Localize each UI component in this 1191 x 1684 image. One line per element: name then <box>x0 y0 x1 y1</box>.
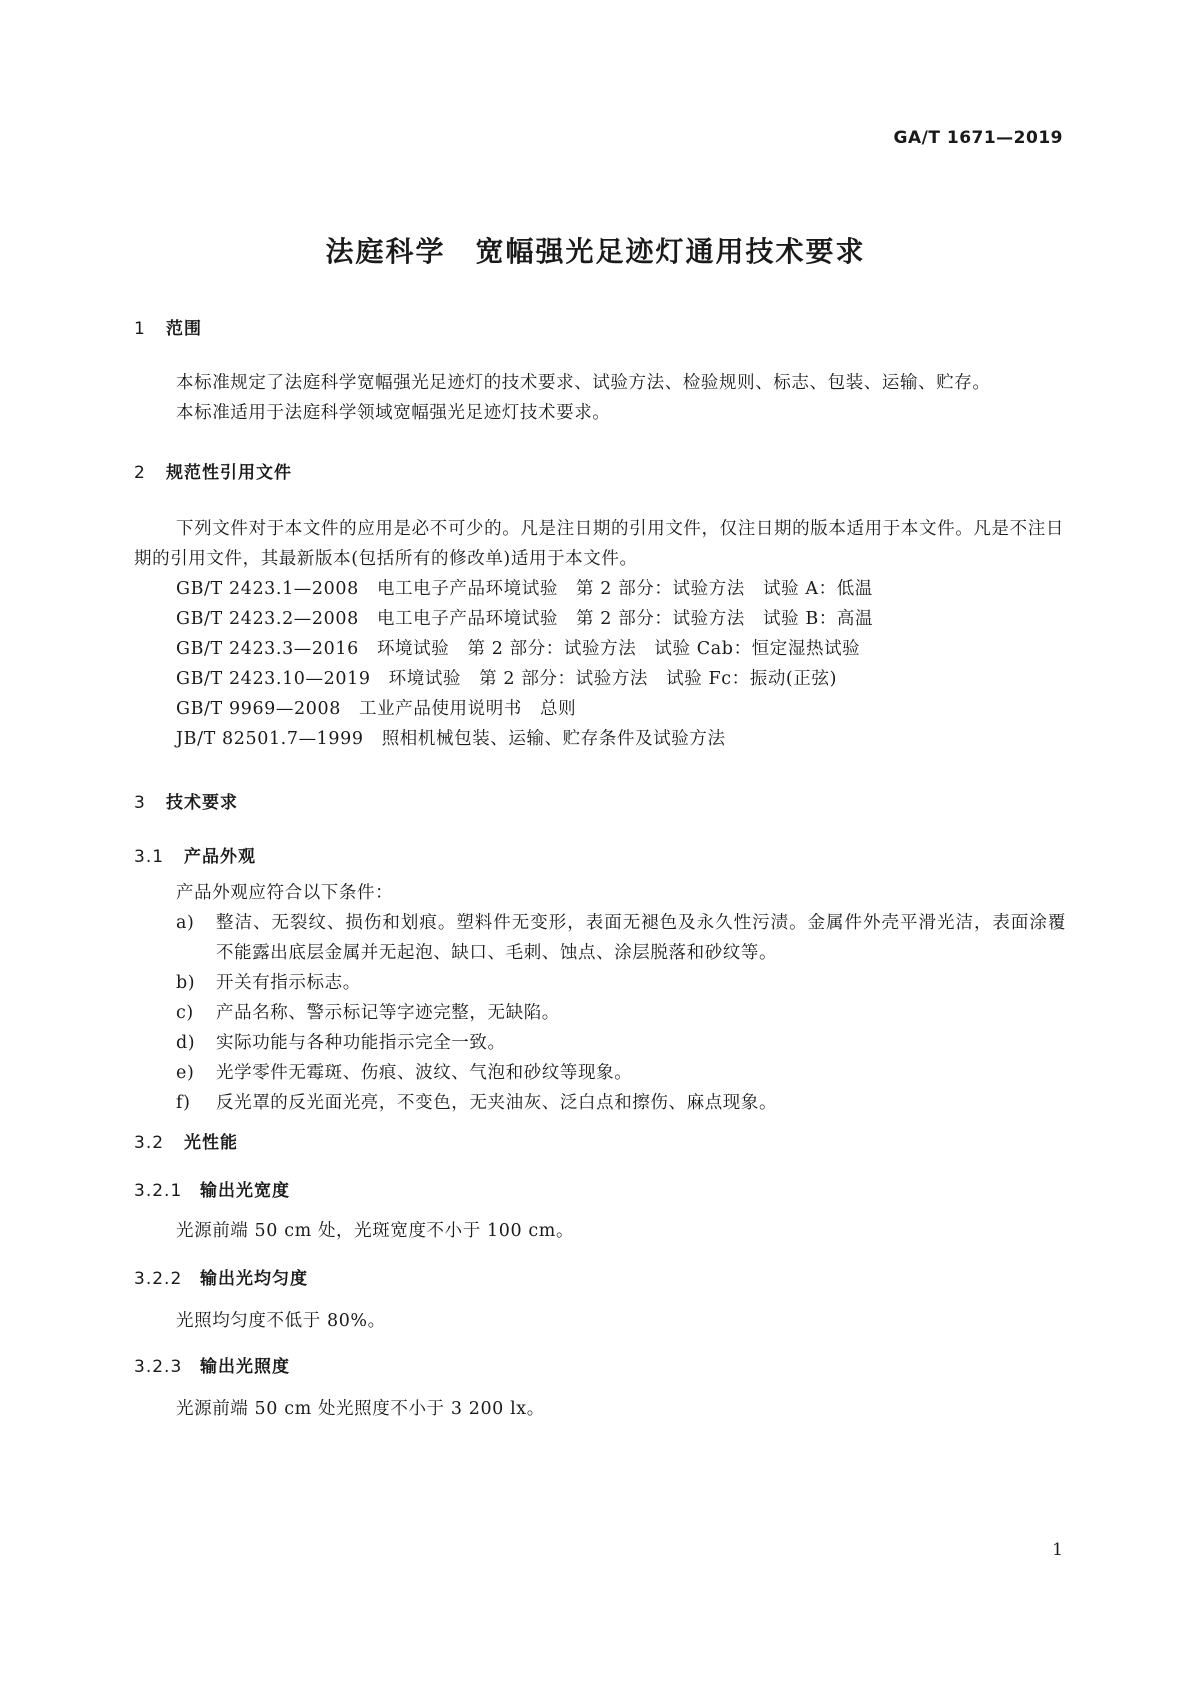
section-3-2-3-heading <box>134 1352 290 1377</box>
list-item <box>176 908 1066 968</box>
list-text: 整洁、无裂纹、损伤和划痕。塑料件无变形，表面无褪色及永久性污渍。金属件外壳平滑光洁，表面涂覆不能露出底层金属并无起泡、缺口、毛刺、蚀点、涂层脱落和砂纹等。 <box>216 913 1066 963</box>
section-number: 3 <box>134 793 146 813</box>
section-1-heading <box>134 314 202 339</box>
scope-paragraph-2: 本标准适用于法庭科学领域宽幅强光足迹灯技术要求。 <box>176 403 611 423</box>
section-number: 1 <box>134 319 146 339</box>
list-marker: f) <box>176 1093 191 1113</box>
section-number: 3.2.3 <box>134 1357 183 1377</box>
section-number: 2 <box>134 463 146 483</box>
reference-item: GB/T 2423.10—2019 环境试验 第 2 部分：试验方法 试验 Fc：振动(正弦) <box>176 669 837 689</box>
output-illuminance-text: 光源前端 50 cm 处光照度不小于 3 200 lx。 <box>176 1399 545 1419</box>
section-3-2-2-heading <box>134 1264 308 1289</box>
section-3-2-1-heading <box>134 1176 290 1201</box>
page-number: 1 <box>1052 1540 1063 1560</box>
reference-item: GB/T 2423.1—2008 电工电子产品环境试验 第 2 部分：试验方法 试验 A：低温 <box>176 579 873 599</box>
appearance-intro: 产品外观应符合以下条件： <box>176 883 394 903</box>
section-number: 3.1 <box>134 847 165 867</box>
list-marker: d) <box>176 1033 196 1053</box>
section-title: 光性能 <box>184 1133 238 1153</box>
reference-item: GB/T 9969—2008 工业产品使用说明书 总则 <box>176 699 577 719</box>
section-3-heading <box>134 788 238 813</box>
section-title: 输出光照度 <box>200 1357 290 1377</box>
list-item <box>176 998 1066 1028</box>
list-text: 反光罩的反光面光亮，不变色，无夹油灰、泛白点和擦伤、麻点现象。 <box>216 1093 778 1113</box>
reference-item: GB/T 2423.3—2016 环境试验 第 2 部分：试验方法 试验 Cab：恒定湿热试验 <box>176 639 861 659</box>
list-item <box>176 1058 1066 1088</box>
section-title: 输出光宽度 <box>200 1181 290 1201</box>
section-title: 技术要求 <box>166 793 238 813</box>
section-3-2-heading <box>134 1128 238 1153</box>
list-marker: b) <box>176 973 196 993</box>
section-title: 输出光均匀度 <box>200 1269 308 1289</box>
list-marker: c) <box>176 1003 194 1023</box>
section-title: 范围 <box>166 319 202 339</box>
section-number: 3.2.1 <box>134 1181 183 1201</box>
output-uniformity-text: 光照均匀度不低于 80%。 <box>176 1311 386 1331</box>
reference-item: JB/T 82501.7—1999 照相机械包装、运输、贮存条件及试验方法 <box>176 729 726 749</box>
document-title: 法庭科学 宽幅强光足迹灯通用技术要求 <box>325 235 866 268</box>
section-title: 产品外观 <box>184 847 256 867</box>
list-item <box>176 1028 1066 1058</box>
section-title: 规范性引用文件 <box>166 463 292 483</box>
list-text: 实际功能与各种功能指示完全一致。 <box>216 1033 506 1053</box>
reference-list <box>176 574 873 754</box>
standard-code: GA/T 1671—2019 <box>893 128 1063 148</box>
reference-item: GB/T 2423.2—2008 电工电子产品环境试验 第 2 部分：试验方法 试验 B：高温 <box>176 609 874 629</box>
scope-paragraph-1: 本标准规定了法庭科学宽幅强光足迹灯的技术要求、试验方法、检验规则、标志、包装、运输、贮存。 <box>176 373 991 393</box>
references-intro: 下列文件对于本文件的应用是必不可少的。凡是注日期的引用文件，仅注日期的版本适用于本文件。凡是不注日期的引用文件，其最新版本(包括所有的修改单)适用于本文件。 <box>134 519 1064 569</box>
list-item <box>176 1088 1066 1118</box>
list-marker: e) <box>176 1063 195 1083</box>
section-number: 3.2 <box>134 1133 165 1153</box>
section-3-1-heading <box>134 842 256 867</box>
section-number: 3.2.2 <box>134 1269 183 1289</box>
list-text: 产品名称、警示标记等字迹完整，无缺陷。 <box>216 1003 560 1023</box>
appearance-list <box>176 908 1066 1118</box>
list-text: 开关有指示标志。 <box>216 973 361 993</box>
list-marker: a) <box>176 913 195 933</box>
list-item <box>176 968 1066 998</box>
list-text: 光学零件无霉斑、伤痕、波纹、气泡和砂纹等现象。 <box>216 1063 633 1083</box>
output-width-text: 光源前端 50 cm 处，光斑宽度不小于 100 cm。 <box>176 1221 575 1241</box>
section-2-heading <box>134 458 292 483</box>
